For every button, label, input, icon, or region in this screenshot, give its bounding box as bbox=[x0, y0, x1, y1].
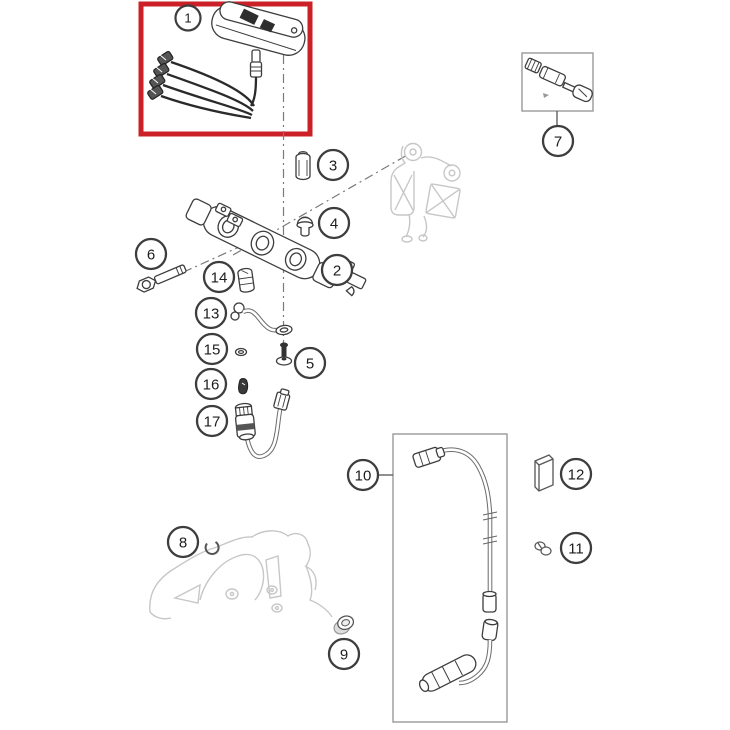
callout-15[interactable] bbox=[197, 334, 227, 364]
callout-12[interactable] bbox=[561, 459, 591, 489]
callout-14[interactable] bbox=[204, 262, 234, 292]
svg-text:14: 14 bbox=[210, 269, 228, 287]
callout-8[interactable] bbox=[168, 527, 198, 557]
callout-11[interactable] bbox=[561, 533, 591, 563]
part-3-damper bbox=[296, 152, 310, 180]
part-14-bushing bbox=[237, 268, 254, 293]
callout-2[interactable] bbox=[322, 255, 352, 285]
callout-5[interactable] bbox=[295, 348, 325, 378]
svg-text:2: 2 bbox=[332, 262, 342, 280]
callout-3[interactable] bbox=[318, 150, 348, 180]
svg-text:10: 10 bbox=[354, 467, 372, 485]
svg-text:17: 17 bbox=[203, 413, 221, 431]
svg-text:15: 15 bbox=[203, 341, 221, 359]
callout-9[interactable] bbox=[329, 639, 359, 669]
svg-text:16: 16 bbox=[202, 376, 220, 394]
callout-10[interactable] bbox=[348, 460, 378, 490]
part-9-bushing bbox=[331, 614, 356, 636]
callout-16[interactable] bbox=[196, 369, 226, 399]
svg-text:1: 1 bbox=[184, 10, 192, 26]
part-12-clip bbox=[535, 455, 553, 491]
part-4-damper-cap bbox=[297, 217, 313, 236]
svg-text:6: 6 bbox=[146, 246, 156, 264]
svg-text:5: 5 bbox=[305, 355, 315, 373]
part-7-screw-kit bbox=[522, 53, 594, 126]
part-10-speed-sensor-cable bbox=[378, 434, 507, 722]
callout-4[interactable] bbox=[319, 208, 349, 238]
part-5-screw bbox=[277, 343, 292, 366]
part-17-sensor bbox=[234, 388, 291, 457]
svg-text:7: 7 bbox=[553, 133, 563, 151]
wiring-harness-cables bbox=[161, 62, 256, 118]
svg-text:3: 3 bbox=[328, 157, 338, 175]
callout-6[interactable] bbox=[136, 239, 166, 269]
callout-1[interactable] bbox=[176, 6, 201, 31]
svg-text:4: 4 bbox=[329, 215, 339, 233]
part-11-nut bbox=[535, 542, 551, 555]
callout-17[interactable] bbox=[197, 406, 227, 436]
part-1-display-unit bbox=[147, 0, 310, 118]
svg-text:9: 9 bbox=[339, 646, 349, 664]
svg-text:11: 11 bbox=[568, 540, 584, 558]
svg-text:12: 12 bbox=[567, 466, 585, 484]
callout-13[interactable] bbox=[196, 298, 226, 328]
part-16-pin bbox=[239, 378, 248, 393]
part-15-washer bbox=[236, 349, 247, 356]
callout-7[interactable] bbox=[543, 126, 573, 156]
svg-text:13: 13 bbox=[202, 305, 220, 323]
svg-text:8: 8 bbox=[178, 534, 188, 552]
